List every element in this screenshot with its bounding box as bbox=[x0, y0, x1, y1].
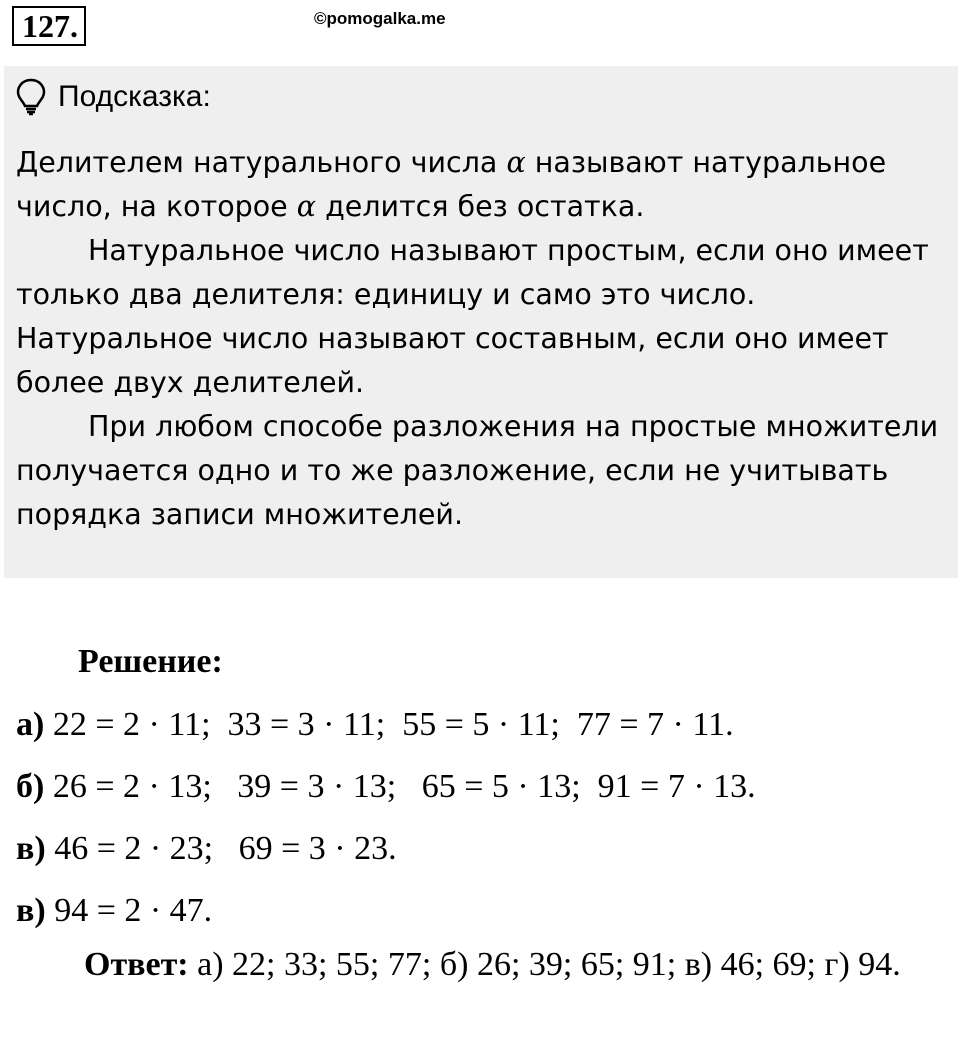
solution-line-label: в) bbox=[16, 830, 46, 867]
hint-paragraph-2: Натуральное число называют простым, если оно имеет только два делителя: единицу и само это число. bbox=[16, 234, 929, 311]
hint-paragraph-1 bbox=[16, 141, 942, 229]
alpha-symbol: α bbox=[296, 190, 317, 223]
alpha-symbol: α bbox=[506, 146, 526, 179]
task-number: 127. bbox=[12, 6, 86, 46]
answer bbox=[16, 942, 946, 988]
hint-text bbox=[16, 141, 942, 537]
solution-line-a bbox=[16, 694, 946, 756]
hint-paragraph-3: Натуральное число называют составным, если оно имеет более двух делителей. bbox=[16, 322, 889, 399]
answer-label: Ответ: bbox=[84, 946, 189, 983]
answer-text: а) 22; 33; 55; 77; б) 26; 39; 65; 91; в) 46; 69; г) 94. bbox=[188, 946, 901, 983]
hint-title-text: Подсказка: bbox=[58, 80, 211, 113]
solution-line-label: б) bbox=[16, 768, 45, 805]
lightbulb-icon bbox=[16, 78, 46, 116]
hint-p1-part-a: Делителем натурального числа bbox=[16, 146, 498, 179]
solution-line-label: в) bbox=[16, 892, 46, 929]
solution-heading: Решение: bbox=[78, 643, 223, 680]
solution-line-text: 94 = 2 · 47. bbox=[45, 892, 213, 929]
solution-line-c bbox=[16, 818, 946, 880]
solution bbox=[16, 640, 946, 1022]
solution-line-text: 26 = 2 · 13; 39 = 3 · 13; 65 = 5 · 13; 91 = 7 · 13. bbox=[44, 768, 756, 805]
hint-p1-part-b: называют натуральное число, на которое bbox=[16, 146, 887, 223]
solution-line-d bbox=[16, 880, 946, 942]
solution-line-text: 46 = 2 · 23; 69 = 3 · 23. bbox=[45, 830, 397, 867]
hint-title bbox=[16, 78, 211, 116]
hint-p1-part-c: делится без остатка. bbox=[325, 190, 645, 223]
hint-paragraph-4: При любом способе разложения на простые множители получается одно и то же разложение, если не учитывать порядка записи множителей. bbox=[16, 410, 939, 531]
solution-line-b bbox=[16, 756, 946, 818]
watermark: ©pomogalka.me bbox=[314, 9, 446, 28]
solution-line-label: а) bbox=[16, 706, 45, 743]
solution-line-text: 22 = 2 · 11; 33 = 3 · 11; 55 = 5 · 11; 77 = 7 · 11. bbox=[44, 706, 734, 743]
